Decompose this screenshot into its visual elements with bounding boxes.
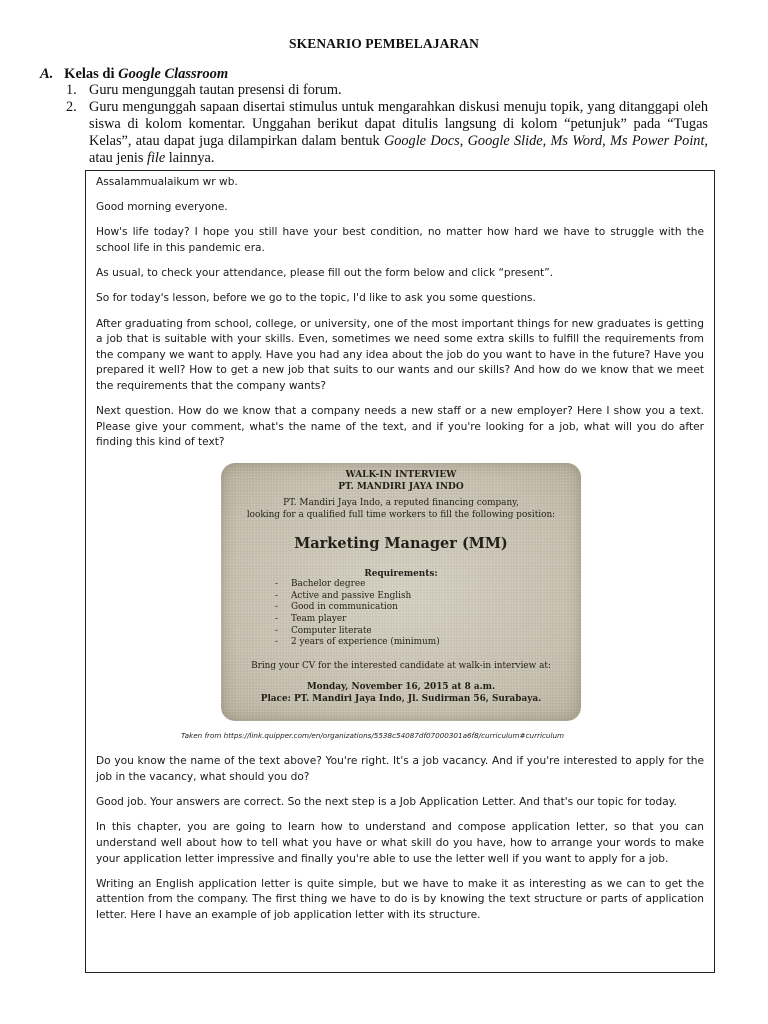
paragraph: Good job. Your answers are correct. So the next step is a Job Application Letter. And that's our topic for today. xyxy=(96,796,677,809)
list-item: - 2 years of experience (minimum) xyxy=(275,637,440,648)
vacancy-intro xyxy=(221,497,581,522)
vacancy-intro-line: PT. Mandiri Jaya Indo, a reputed financing company, xyxy=(283,497,519,508)
step-text-italic: file xyxy=(146,150,166,166)
paragraph: Assalammualaikum wr wb. xyxy=(96,176,238,188)
step-text-italic: Google Docs, Google Slide, Ms Word, Ms Power Point, xyxy=(383,133,708,149)
step-text: Guru mengunggah sapaan disertai stimulus untuk mengarahkan diskusi menuju topik, yang ditanggapi oleh siswa di kolom komentar. Unggahan berikut dapat ditulis langsung di kolom “petunjuk” pada “Tugas Kelas”, atau dapat juga dilampirkan dalam bentuk xyxy=(89,99,708,149)
vacancy-position: Marketing Manager (MM) xyxy=(294,534,508,552)
page-title: SKENARIO PEMBELAJARAN xyxy=(289,36,479,51)
vacancy-schedule xyxy=(221,681,581,705)
vacancy-heading xyxy=(221,469,581,493)
image-source-caption: Taken from https://link.quipper.com/en/organizations/5538c54087df07000301a6f8/curriculum#curriculum xyxy=(181,730,565,740)
step-number: 1. xyxy=(66,82,77,98)
vacancy-intro-line: looking for a qualified full time workers to fill the following position: xyxy=(246,510,556,521)
paragraph: Next question. How do we know that a company needs a new staff or a new employer? Here I show you a text. Please give your comment, what's the name of the text, and if you're looking for a job, what will you do after finding this kind of text? xyxy=(96,405,704,449)
paragraph: So for today's lesson, before we go to the topic, I'd like to ask you some questions. xyxy=(96,292,536,305)
list-item xyxy=(66,99,708,167)
list-item: - Good in communication xyxy=(275,602,398,613)
list-item: - Bachelor degree xyxy=(275,578,366,589)
vacancy-heading-line: WALK-IN INTERVIEW xyxy=(345,469,457,480)
vacancy-instruction: Bring your CV for the interested candidate at walk-in interview at: xyxy=(251,660,551,671)
paragraph: How's life today? I hope you still have your best condition, no matter how hard we have to struggle with the school life in this pandemic era. xyxy=(96,226,704,254)
vacancy-requirements-list xyxy=(271,579,440,649)
step-number: 2. xyxy=(66,99,77,115)
paragraph: Do you know the name of the text above? You're right. It's a job vacancy. And if you're interested to apply for the job in the vacancy, what should you do? xyxy=(96,755,704,784)
vacancy-heading-line: PT. MANDIRI JAYA INDO xyxy=(338,481,464,492)
paragraph: In this chapter, you are going to learn how to understand and compose application letter, so that you can understand well about how to tell what you have or what skill do you have, how to arrange your words to make your application letter impressive and finally you're able to use the letter well if you want to apply for a job. xyxy=(96,821,704,865)
list-item: - Active and passive English xyxy=(275,590,412,601)
list-item: - Computer literate xyxy=(275,625,372,636)
step-text: atau jenis xyxy=(89,150,147,166)
greeting-box xyxy=(85,170,715,973)
paragraph: After graduating from school, college, or university, one of the most important things for new graduates is getting a job that is suitable with your skills. Even, sometimes we need some extra skills to fulfill the requirements from the company we want to apply. Have you had any idea about the job do you want to have in the future? Have you prepared it well? How to get a new job that suits to our wants and our skills? And how do we know that we meet the requirements that the company wants? xyxy=(96,317,704,392)
paragraph: Good morning everyone. xyxy=(96,201,228,214)
section-label-italic: Google Classroom xyxy=(118,66,229,82)
vacancy-requirements-title: Requirements: xyxy=(364,568,438,579)
vacancy-date: Monday, November 16, 2015 at 8 a.m. xyxy=(306,681,496,692)
step-text: lainnya. xyxy=(165,150,215,166)
section-heading xyxy=(40,66,228,83)
greeting-content xyxy=(96,175,704,933)
step-text: Guru mengunggah tautan presensi di forum. xyxy=(89,82,342,98)
steps-list xyxy=(66,82,708,167)
job-vacancy-image xyxy=(221,463,581,721)
paragraph: Writing an English application letter is quite simple, but we have to make it as interesting as we can to get the attention from the company. The first thing we have to do is by knowing the text structure or parts of application letter. Here I have an example of job application letter with its structure. xyxy=(96,877,704,921)
section-marker: A. xyxy=(40,66,54,82)
list-item: - Team player xyxy=(275,613,347,624)
section-label: Kelas di xyxy=(64,66,119,82)
vacancy-place: Place: PT. Mandiri Jaya Indo, Jl. Sudirman 56, Surabaya. xyxy=(260,693,542,704)
list-item xyxy=(66,82,708,99)
paragraph: As usual, to check your attendance, please fill out the form below and click “present”. xyxy=(96,267,554,280)
